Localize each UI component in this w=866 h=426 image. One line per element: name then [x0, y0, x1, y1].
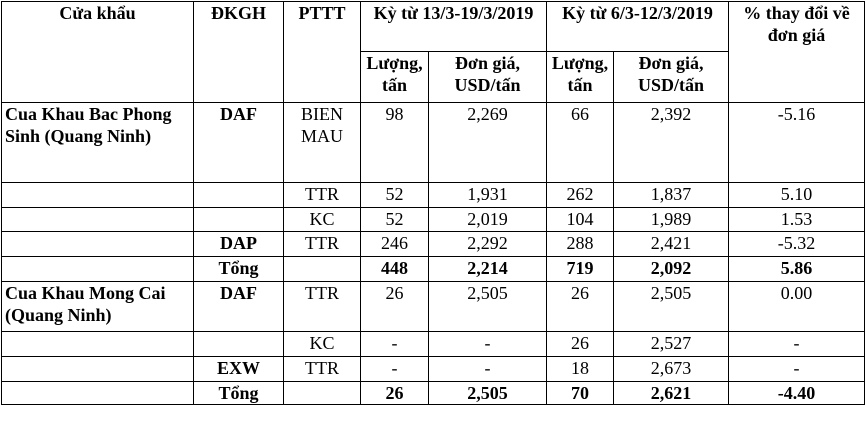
subheader-volume-previous: Lượng, tấn: [547, 52, 614, 103]
header-delivery-terms: ĐKGH: [194, 2, 284, 103]
subheader-price-previous: Đơn giá, USD/tấn: [614, 52, 729, 103]
volume-current-cell: 52: [361, 183, 429, 208]
subheader-price-current: Đơn giá, USD/tấn: [429, 52, 547, 103]
volume-previous-cell: 26: [547, 282, 614, 332]
gate-cell: Cua Khau Mong Cai (Quang Ninh): [2, 282, 194, 332]
delivery-terms-cell: DAP: [194, 232, 284, 257]
price-current-cell: 2,019: [429, 208, 547, 232]
volume-previous-cell: 288: [547, 232, 614, 257]
volume-previous-cell: 719: [547, 257, 614, 282]
delivery-terms-cell: [194, 332, 284, 357]
header-row: [2, 2, 865, 52]
delivery-terms-cell: EXW: [194, 357, 284, 382]
price-previous-cell: 2,092: [614, 257, 729, 282]
price-previous-cell: 1,837: [614, 183, 729, 208]
volume-previous-cell: 70: [547, 382, 614, 405]
volume-current-cell: 246: [361, 232, 429, 257]
volume-current-cell: 26: [361, 282, 429, 332]
header-border-gate: Cửa khẩu: [2, 2, 194, 103]
delivery-terms-cell: DAF: [194, 103, 284, 183]
table-row: [2, 232, 865, 257]
pct-change-cell: 5.10: [729, 183, 865, 208]
header-period-current: Kỳ từ 13/3-19/3/2019: [361, 2, 547, 52]
volume-current-cell: -: [361, 357, 429, 382]
price-previous-cell: 2,505: [614, 282, 729, 332]
volume-current-cell: 26: [361, 382, 429, 405]
header-payment-method: PTTT: [284, 2, 361, 103]
pct-change-cell: 1.53: [729, 208, 865, 232]
gate-cell: [2, 232, 194, 257]
header-period-previous: Kỳ từ 6/3-12/3/2019: [547, 2, 729, 52]
volume-previous-cell: 18: [547, 357, 614, 382]
price-previous-cell: 2,673: [614, 357, 729, 382]
price-previous-cell: 2,621: [614, 382, 729, 405]
payment-method-cell: TTR: [284, 232, 361, 257]
volume-current-cell: 448: [361, 257, 429, 282]
price-current-cell: -: [429, 357, 547, 382]
price-previous-cell: 2,527: [614, 332, 729, 357]
table-row: [2, 332, 865, 357]
total-row: [2, 257, 865, 282]
volume-current-cell: 98: [361, 103, 429, 183]
price-current-cell: 2,505: [429, 382, 547, 405]
table-row: [2, 208, 865, 232]
payment-method-cell: BIEN MAU: [284, 103, 361, 183]
subheader-volume-current: Lượng, tấn: [361, 52, 429, 103]
payment-method-cell: TTR: [284, 357, 361, 382]
price-current-cell: 2,269: [429, 103, 547, 183]
pct-change-cell: -: [729, 332, 865, 357]
pct-change-cell: 0.00: [729, 282, 865, 332]
payment-method-cell: KC: [284, 208, 361, 232]
volume-previous-cell: 26: [547, 332, 614, 357]
price-current-cell: 1,931: [429, 183, 547, 208]
table-row: [2, 103, 865, 183]
delivery-terms-cell: [194, 183, 284, 208]
payment-method-cell: TTR: [284, 282, 361, 332]
table-row: [2, 183, 865, 208]
gate-cell: [2, 382, 194, 405]
volume-previous-cell: 104: [547, 208, 614, 232]
payment-method-cell: KC: [284, 332, 361, 357]
delivery-terms-cell: Tổng: [194, 257, 284, 282]
gate-cell: [2, 357, 194, 382]
price-current-cell: 2,505: [429, 282, 547, 332]
delivery-terms-cell: DAF: [194, 282, 284, 332]
price-previous-cell: 2,392: [614, 103, 729, 183]
price-current-cell: -: [429, 332, 547, 357]
pct-change-cell: -5.32: [729, 232, 865, 257]
gate-cell: [2, 183, 194, 208]
price-previous-cell: 1,989: [614, 208, 729, 232]
table-body: [2, 103, 865, 405]
pct-change-cell: 5.86: [729, 257, 865, 282]
volume-current-cell: 52: [361, 208, 429, 232]
table-row: [2, 282, 865, 332]
price-table: [1, 1, 865, 405]
payment-method-cell: TTR: [284, 183, 361, 208]
volume-current-cell: -: [361, 332, 429, 357]
volume-previous-cell: 262: [547, 183, 614, 208]
payment-method-cell: [284, 257, 361, 282]
payment-method-cell: [284, 382, 361, 405]
pct-change-cell: -5.16: [729, 103, 865, 183]
price-previous-cell: 2,421: [614, 232, 729, 257]
price-current-cell: 2,292: [429, 232, 547, 257]
gate-cell: [2, 208, 194, 232]
volume-previous-cell: 66: [547, 103, 614, 183]
delivery-terms-cell: Tổng: [194, 382, 284, 405]
pct-change-cell: -4.40: [729, 382, 865, 405]
gate-cell: [2, 257, 194, 282]
header-pct-change: % thay đổi về đơn giá: [729, 2, 865, 103]
pct-change-cell: -: [729, 357, 865, 382]
total-row: [2, 382, 865, 405]
price-current-cell: 2,214: [429, 257, 547, 282]
gate-cell: Cua Khau Bac Phong Sinh (Quang Ninh): [2, 103, 194, 183]
delivery-terms-cell: [194, 208, 284, 232]
gate-cell: [2, 332, 194, 357]
table-row: [2, 357, 865, 382]
